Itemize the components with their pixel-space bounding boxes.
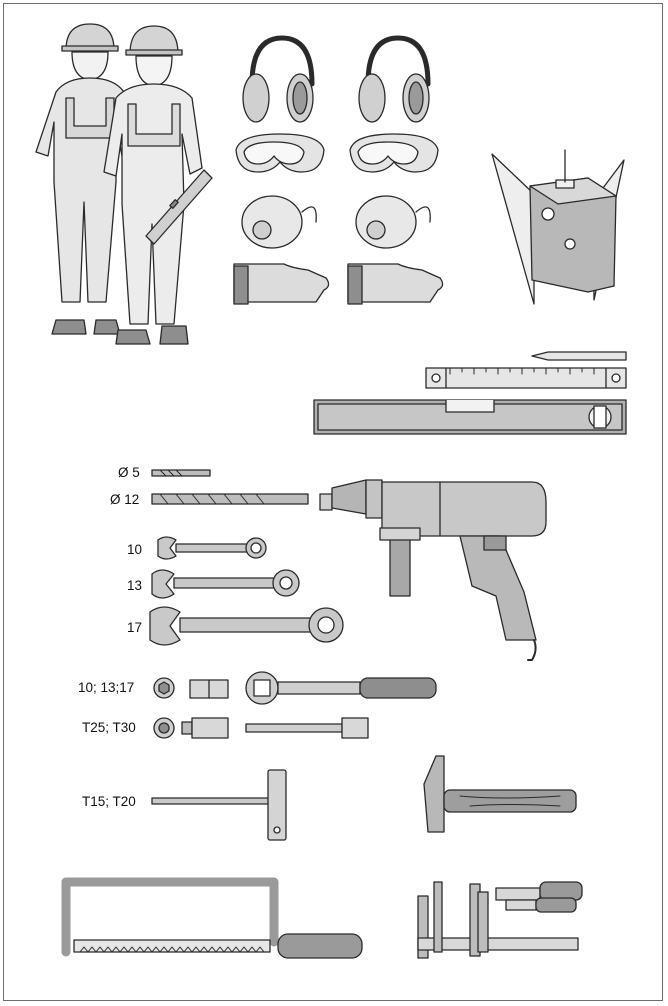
spirit-level-icon — [314, 400, 626, 434]
work-gloves-icon — [234, 264, 443, 304]
laser-level-icon — [492, 150, 624, 304]
drill-bit-5-icon — [152, 470, 210, 476]
hammer-icon — [424, 756, 576, 832]
drill-bit-5-label: Ø 5 — [118, 465, 140, 480]
bar-clamps-icon — [418, 882, 582, 958]
workers-icon — [36, 24, 212, 344]
t-handle-screwdriver-icon — [152, 770, 286, 840]
pencil-icon — [532, 352, 626, 360]
ear-protection-icon — [243, 38, 429, 122]
torx-socket-set-icon — [154, 718, 368, 738]
drill-bit-12-icon — [152, 494, 308, 504]
drill-bit-12-label: Ø 12 — [110, 492, 140, 507]
wrench-17-icon — [150, 607, 343, 645]
wrench-13-label: 13 — [127, 578, 143, 593]
socket-set-icon — [154, 672, 436, 704]
socket-torx-sizes-label: T25; T30 — [82, 720, 136, 735]
folding-rule-icon — [426, 368, 626, 388]
wrench-10-label: 10 — [127, 542, 143, 557]
hammer-drill-icon — [320, 480, 546, 660]
socket-hex-sizes-label: 10; 13;17 — [78, 680, 135, 695]
wrench-13-icon — [152, 570, 299, 598]
wrench-17-label: 17 — [127, 620, 143, 635]
dust-mask-icon — [242, 196, 430, 248]
safety-goggles-icon — [236, 134, 438, 172]
hacksaw-icon — [66, 882, 362, 958]
wrench-10-icon — [158, 537, 266, 559]
t-handle-torx-sizes-label: T15; T20 — [82, 794, 136, 809]
